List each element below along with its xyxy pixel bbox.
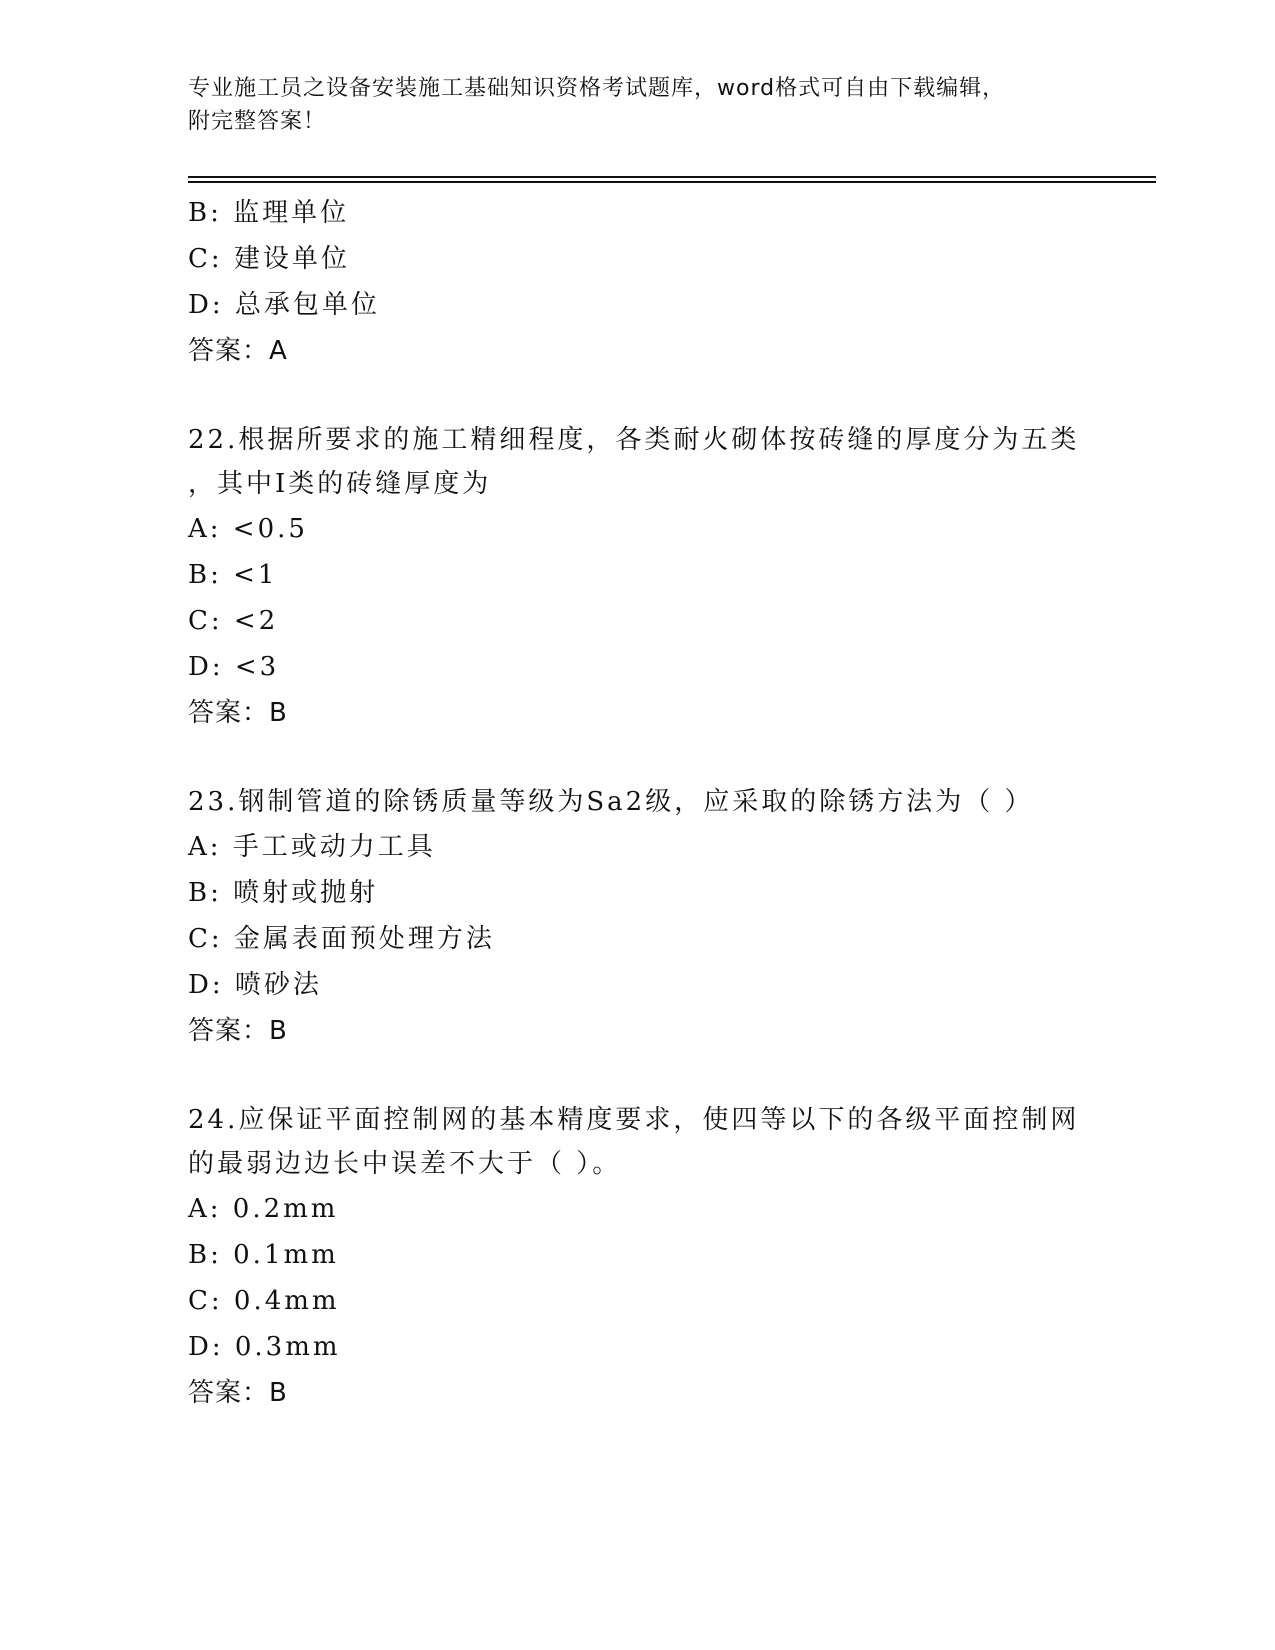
question-21-continued [188,190,1088,374]
option-c: C: 金属表面预处理方法 [188,924,495,954]
question-text [188,418,1088,506]
header-divider-top [188,176,1156,178]
question-24 [188,1098,1088,1416]
option-c: C: <2 [188,606,279,636]
option-a: A: <0.5 [188,514,308,544]
answer-line: 答案：B [188,1378,288,1408]
option-b: B: <1 [188,560,278,590]
answer-line: 答案：A [188,336,288,366]
option-d: D: 喷砂法 [188,970,322,1000]
question-23 [188,780,1088,1054]
option-b: B: 喷射或抛射 [188,878,379,908]
question-text-line: 24.应保证平面控制网的基本精度要求，使四等以下的各级平面控制网 [188,1105,1080,1135]
option-d: D: 0.3mm [188,1332,341,1362]
header-divider-bottom [188,181,1156,183]
document-header [188,72,1088,138]
option-b: B: 0.1mm [188,1240,339,1270]
question-text-line: ，其中Ⅰ类的砖缝厚度为 [188,469,492,499]
option-d: D: 总承包单位 [188,290,380,320]
answer-line: 答案：B [188,698,288,728]
question-text [188,780,1088,824]
question-list [188,190,1088,1416]
question-22 [188,418,1088,736]
header-line-1: 专业施工员之设备安装施工基础知识资格考试题库，word格式可自由下载编辑， [188,76,1006,101]
question-text-line: 23.钢制管道的除锈质量等级为Sa2级，应采取的除锈方法为（ ） [188,787,1034,817]
option-b: B: 监理单位 [188,198,350,228]
question-text [188,1098,1088,1186]
option-a: A: 手工或动力工具 [188,832,436,862]
question-text-line: 22.根据所要求的施工精细程度，各类耐火砌体按砖缝的厚度分为五类 [188,425,1080,455]
option-c: C: 建设单位 [188,244,350,274]
option-c: C: 0.4mm [188,1286,340,1316]
answer-line: 答案：B [188,1016,288,1046]
option-a: A: 0.2mm [188,1194,339,1224]
header-line-2: 附完整答案！ [188,109,327,134]
option-d: D: <3 [188,652,280,682]
question-text-line: 的最弱边边长中误差不大于（ ）。 [188,1149,622,1179]
